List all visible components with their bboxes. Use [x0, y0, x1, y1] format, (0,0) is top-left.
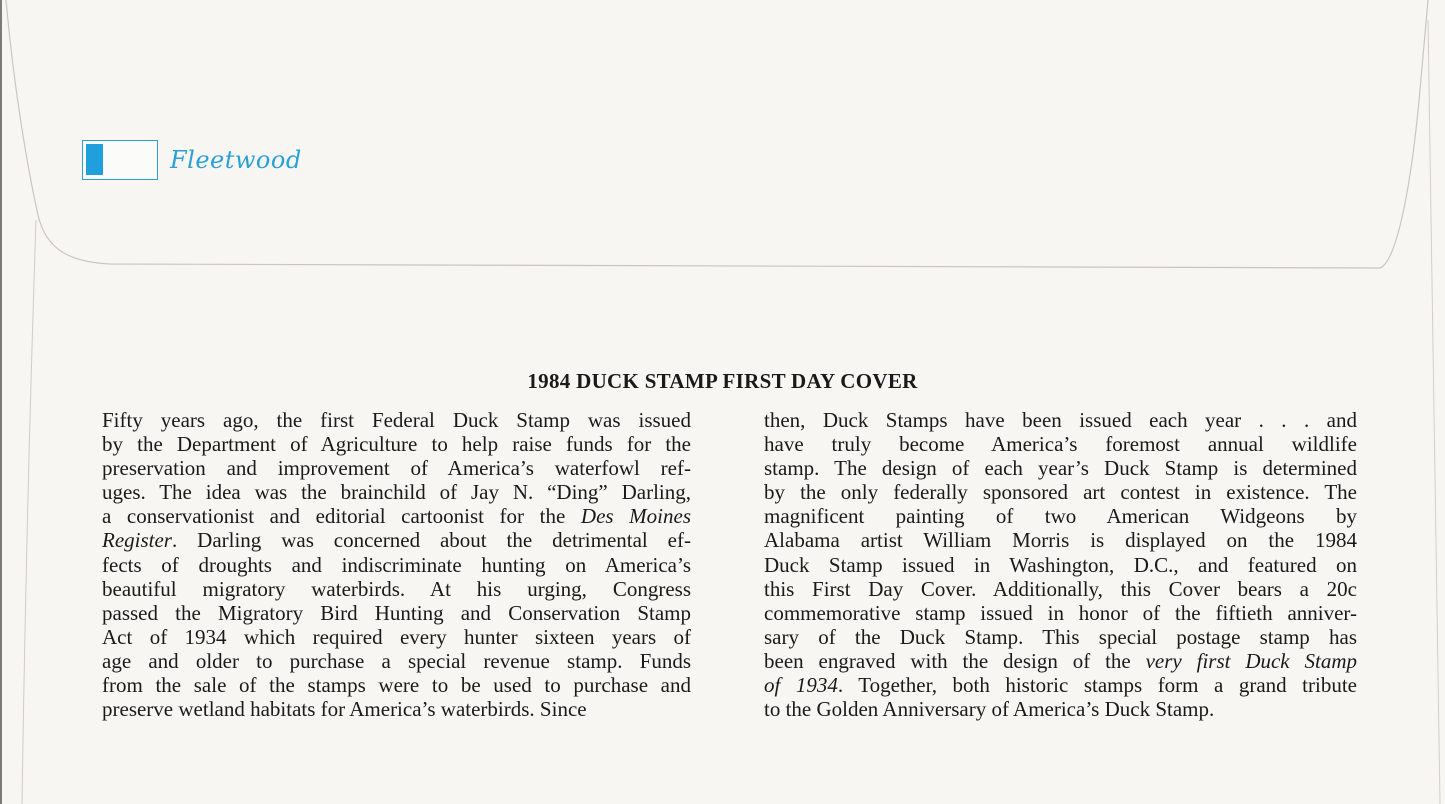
- italic-text: very first Duck Stamp: [1145, 648, 1357, 673]
- text-run: age and older to purchase a special revenue stamp. Funds: [102, 648, 691, 673]
- description-right-column: [764, 408, 1357, 721]
- text-line: [764, 432, 1357, 456]
- text-run: Act of 1934 which required every hunter sixteen years of: [102, 624, 691, 649]
- text-run: this First Day Cover. Additionally, this Cover bears a 20c: [764, 576, 1357, 601]
- text-run: been engraved with the design of the: [764, 648, 1146, 673]
- text-line: [764, 697, 1357, 721]
- italic-text: Des Moines: [580, 504, 691, 529]
- cover-title: 1984 DUCK STAMP FIRST DAY COVER: [527, 369, 918, 393]
- text-line: [102, 649, 691, 673]
- text-run: from the sale of the stamps were to be used to purchase and: [102, 673, 691, 698]
- fleetwood-logo-mark: [82, 140, 158, 180]
- text-line: [102, 577, 691, 601]
- text-run: magnificent painting of two American Widgeons by: [764, 504, 1357, 529]
- text-run: Alabama artist William Morris is displayed on the 1984: [764, 528, 1357, 553]
- text-run: . Together, both historic stamps form a grand tribute: [837, 673, 1357, 698]
- text-line: [764, 553, 1357, 577]
- text-line: [102, 697, 691, 721]
- text-line: [102, 601, 691, 625]
- italic-text: Register: [102, 528, 172, 553]
- text-run: Duck Stamp issued in Washington, D.C., and featured on: [764, 552, 1357, 577]
- text-run: have truly become America’s foremost annual wildlife: [764, 432, 1357, 457]
- fleetwood-logo: [82, 139, 302, 181]
- text-run: by the Department of Agriculture to help raise funds for the: [102, 432, 691, 457]
- text-run: . Darling was concerned about the detrimental ef-: [171, 528, 691, 553]
- text-run: passed the Migratory Bird Hunting and Conservation Stamp: [102, 600, 691, 625]
- text-run: stamp. The design of each year’s Duck Stamp is determined: [764, 456, 1357, 481]
- description-left-column: [102, 408, 691, 721]
- text-line: [102, 504, 691, 528]
- text-line: [102, 673, 691, 697]
- text-run: Fifty years ago, the first Federal Duck Stamp was issued: [102, 408, 691, 432]
- text-line: [102, 408, 691, 432]
- text-line: [102, 528, 691, 552]
- text-line: [102, 432, 691, 456]
- text-line: [764, 528, 1357, 552]
- text-line: [102, 625, 691, 649]
- text-line: [764, 649, 1357, 673]
- text-line: [764, 625, 1357, 649]
- text-line: [102, 553, 691, 577]
- text-run: preserve wetland habitats for America’s waterbirds. Since: [102, 697, 587, 722]
- text-line: [764, 577, 1357, 601]
- text-run: commemorative stamp issued in honor of the fiftieth anniver-: [764, 600, 1357, 625]
- text-line: [102, 480, 691, 504]
- text-line: [764, 408, 1357, 432]
- text-line: [764, 504, 1357, 528]
- text-line: [764, 601, 1357, 625]
- text-run: beautiful migratory waterbirds. At his urging, Congress: [102, 576, 691, 601]
- text-run: sary of the Duck Stamp. This special postage stamp has: [764, 624, 1357, 649]
- text-run: then, Duck Stamps have been issued each year . . . and: [764, 408, 1357, 432]
- text-run: fects of droughts and indiscriminate hunting on America’s: [102, 552, 691, 577]
- text-run: a conservationist and editorial cartoonist for the: [102, 504, 581, 529]
- text-run: uges. The idea was the brainchild of Jay N. “Ding” Darling,: [102, 480, 691, 505]
- text-run: to the Golden Anniversary of America’s Duck Stamp.: [764, 697, 1215, 722]
- text-line: [764, 673, 1357, 697]
- text-run: preservation and improvement of America’s waterfowl ref-: [102, 456, 691, 481]
- text-line: [102, 456, 691, 480]
- fleetwood-logo-text: Fleetwood: [170, 146, 302, 174]
- text-line: [764, 456, 1357, 480]
- italic-text: of 1934: [764, 673, 838, 698]
- text-run: by the only federally sponsored art contest in existence. The: [764, 480, 1357, 505]
- text-line: [764, 480, 1357, 504]
